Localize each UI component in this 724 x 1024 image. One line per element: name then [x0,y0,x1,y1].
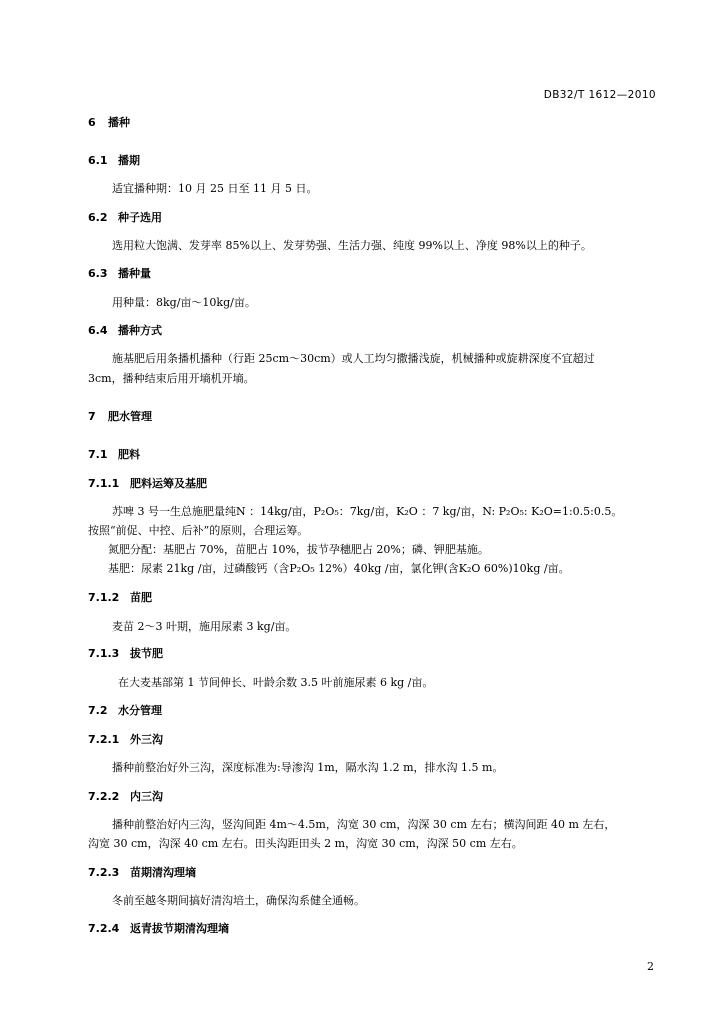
heading-7-2-4 [88,920,229,936]
heading-6-4 [88,322,162,338]
heading-title: 内三沟 [130,790,163,803]
heading-number: 6.1 [88,154,108,167]
paragraph-7-1-1-line-3: 氮肥分配：基肥占 70%，苗肥占 10%，拔节孕穗肥占 20%；磷、钾肥基施。 [108,543,489,556]
heading-title: 拔节肥 [130,647,163,660]
heading-7-2-2 [88,788,163,804]
page-number: 2 [647,960,654,973]
heading-title: 肥料 [118,448,140,461]
heading-title: 播种 [108,116,130,129]
heading-7-1-3 [88,645,163,661]
heading-title: 播种量 [118,267,151,280]
paragraph-6-3: 用种量：8kg/亩～10kg/亩。 [112,296,256,309]
heading-number: 6.2 [88,211,108,224]
heading-title: 返青拔节期清沟理墒 [130,922,229,935]
heading-number: 7.2.2 [88,790,120,803]
heading-title: 种子选用 [118,211,162,224]
heading-number: 7.2.3 [88,866,120,879]
heading-number: 7.1.2 [88,591,120,604]
heading-7 [88,408,152,424]
standard-code: DB32/T 1612—2010 [543,89,656,101]
paragraph-7-1-1-line-2: 按照“前促、中控、后补”的原则，合理运筹。 [88,524,309,537]
heading-number: 6 [88,116,96,129]
paragraph-7-2-3: 冬前至越冬期间搞好清沟培土，确保沟系健全通畅。 [112,894,365,907]
heading-7-1 [88,446,140,462]
paragraph-7-1-1-line-4: 基肥：尿素 21kg /亩，过磷酸钙（含P₂O₅ 12%）40kg /亩，氯化钾(含K₂O 60%)10kg /亩。 [108,562,570,575]
heading-number: 6.3 [88,267,108,280]
heading-title: 播种方式 [118,324,162,337]
heading-title: 苗肥 [130,591,152,604]
paragraph-7-2-2-line-1: 播种前整治好内三沟，竖沟间距 4m～4.5m，沟宽 30 cm，沟深 30 cm 左右；横沟间距 40 m 左右， [112,818,616,831]
heading-title: 播期 [118,154,140,167]
heading-title: 外三沟 [130,733,163,746]
paragraph-6-1: 适宜播种期：10 月 25 日至 11 月 5 日。 [112,182,318,195]
heading-title: 苗期清沟理墒 [130,866,196,879]
heading-7-2 [88,702,162,718]
heading-title: 肥料运筹及基肥 [130,477,207,490]
heading-7-1-2 [88,589,152,605]
heading-number: 7 [88,410,96,423]
paragraph-7-2-1: 播种前整治好外三沟，深度标准为:导渗沟 1m，隔水沟 1.2 m，排水沟 1.5 m。 [112,761,504,774]
heading-6-1 [88,152,140,168]
paragraph-6-4-line-2: 3cm，播种结束后用开墒机开墒。 [88,372,255,385]
heading-number: 7.2.4 [88,922,120,935]
heading-number: 7.2 [88,704,108,717]
paragraph-7-2-2-line-2: 沟宽 30 cm，沟深 40 cm 左右。田头沟距田头 2 m，沟宽 30 cm，沟深 50 cm 左右。 [88,837,523,850]
heading-6 [88,114,130,130]
heading-number: 7.1.1 [88,477,120,490]
heading-number: 6.4 [88,324,108,337]
paragraph-7-1-3: 在大麦基部第 1 节间伸长、叶龄余数 3.5 叶前施尿素 6 kg /亩。 [118,676,434,689]
heading-7-2-1 [88,731,163,747]
heading-7-2-3 [88,864,196,880]
heading-number: 7.1.3 [88,647,120,660]
heading-6-3 [88,265,151,281]
heading-6-2 [88,209,162,225]
paragraph-6-2: 选用粒大饱满、发芽率 85%以上、发芽势强、生活力强、纯度 99%以上、净度 98%以上的种子。 [112,239,592,252]
heading-7-1-1 [88,475,207,491]
paragraph-7-1-2: 麦苗 2～3 叶期，施用尿素 3 kg/亩。 [112,620,297,633]
paragraph-7-1-1-line-1: 苏啤 3 号一生总施肥量纯N ：14kg/亩，P₂O₅：7kg/亩，K₂O ：7 kg/亩，N: P₂O₅: K₂O=1:0.5:0.5。 [112,505,623,518]
heading-number: 7.2.1 [88,733,120,746]
paragraph-6-4-line-1: 施基肥后用条播机播种（行距 25cm～30cm）或人工均匀撒播浅旋，机械播种或旋耕深度不宜超过 [112,352,595,365]
heading-title: 水分管理 [118,704,162,717]
heading-number: 7.1 [88,448,108,461]
heading-title: 肥水管理 [108,410,152,423]
